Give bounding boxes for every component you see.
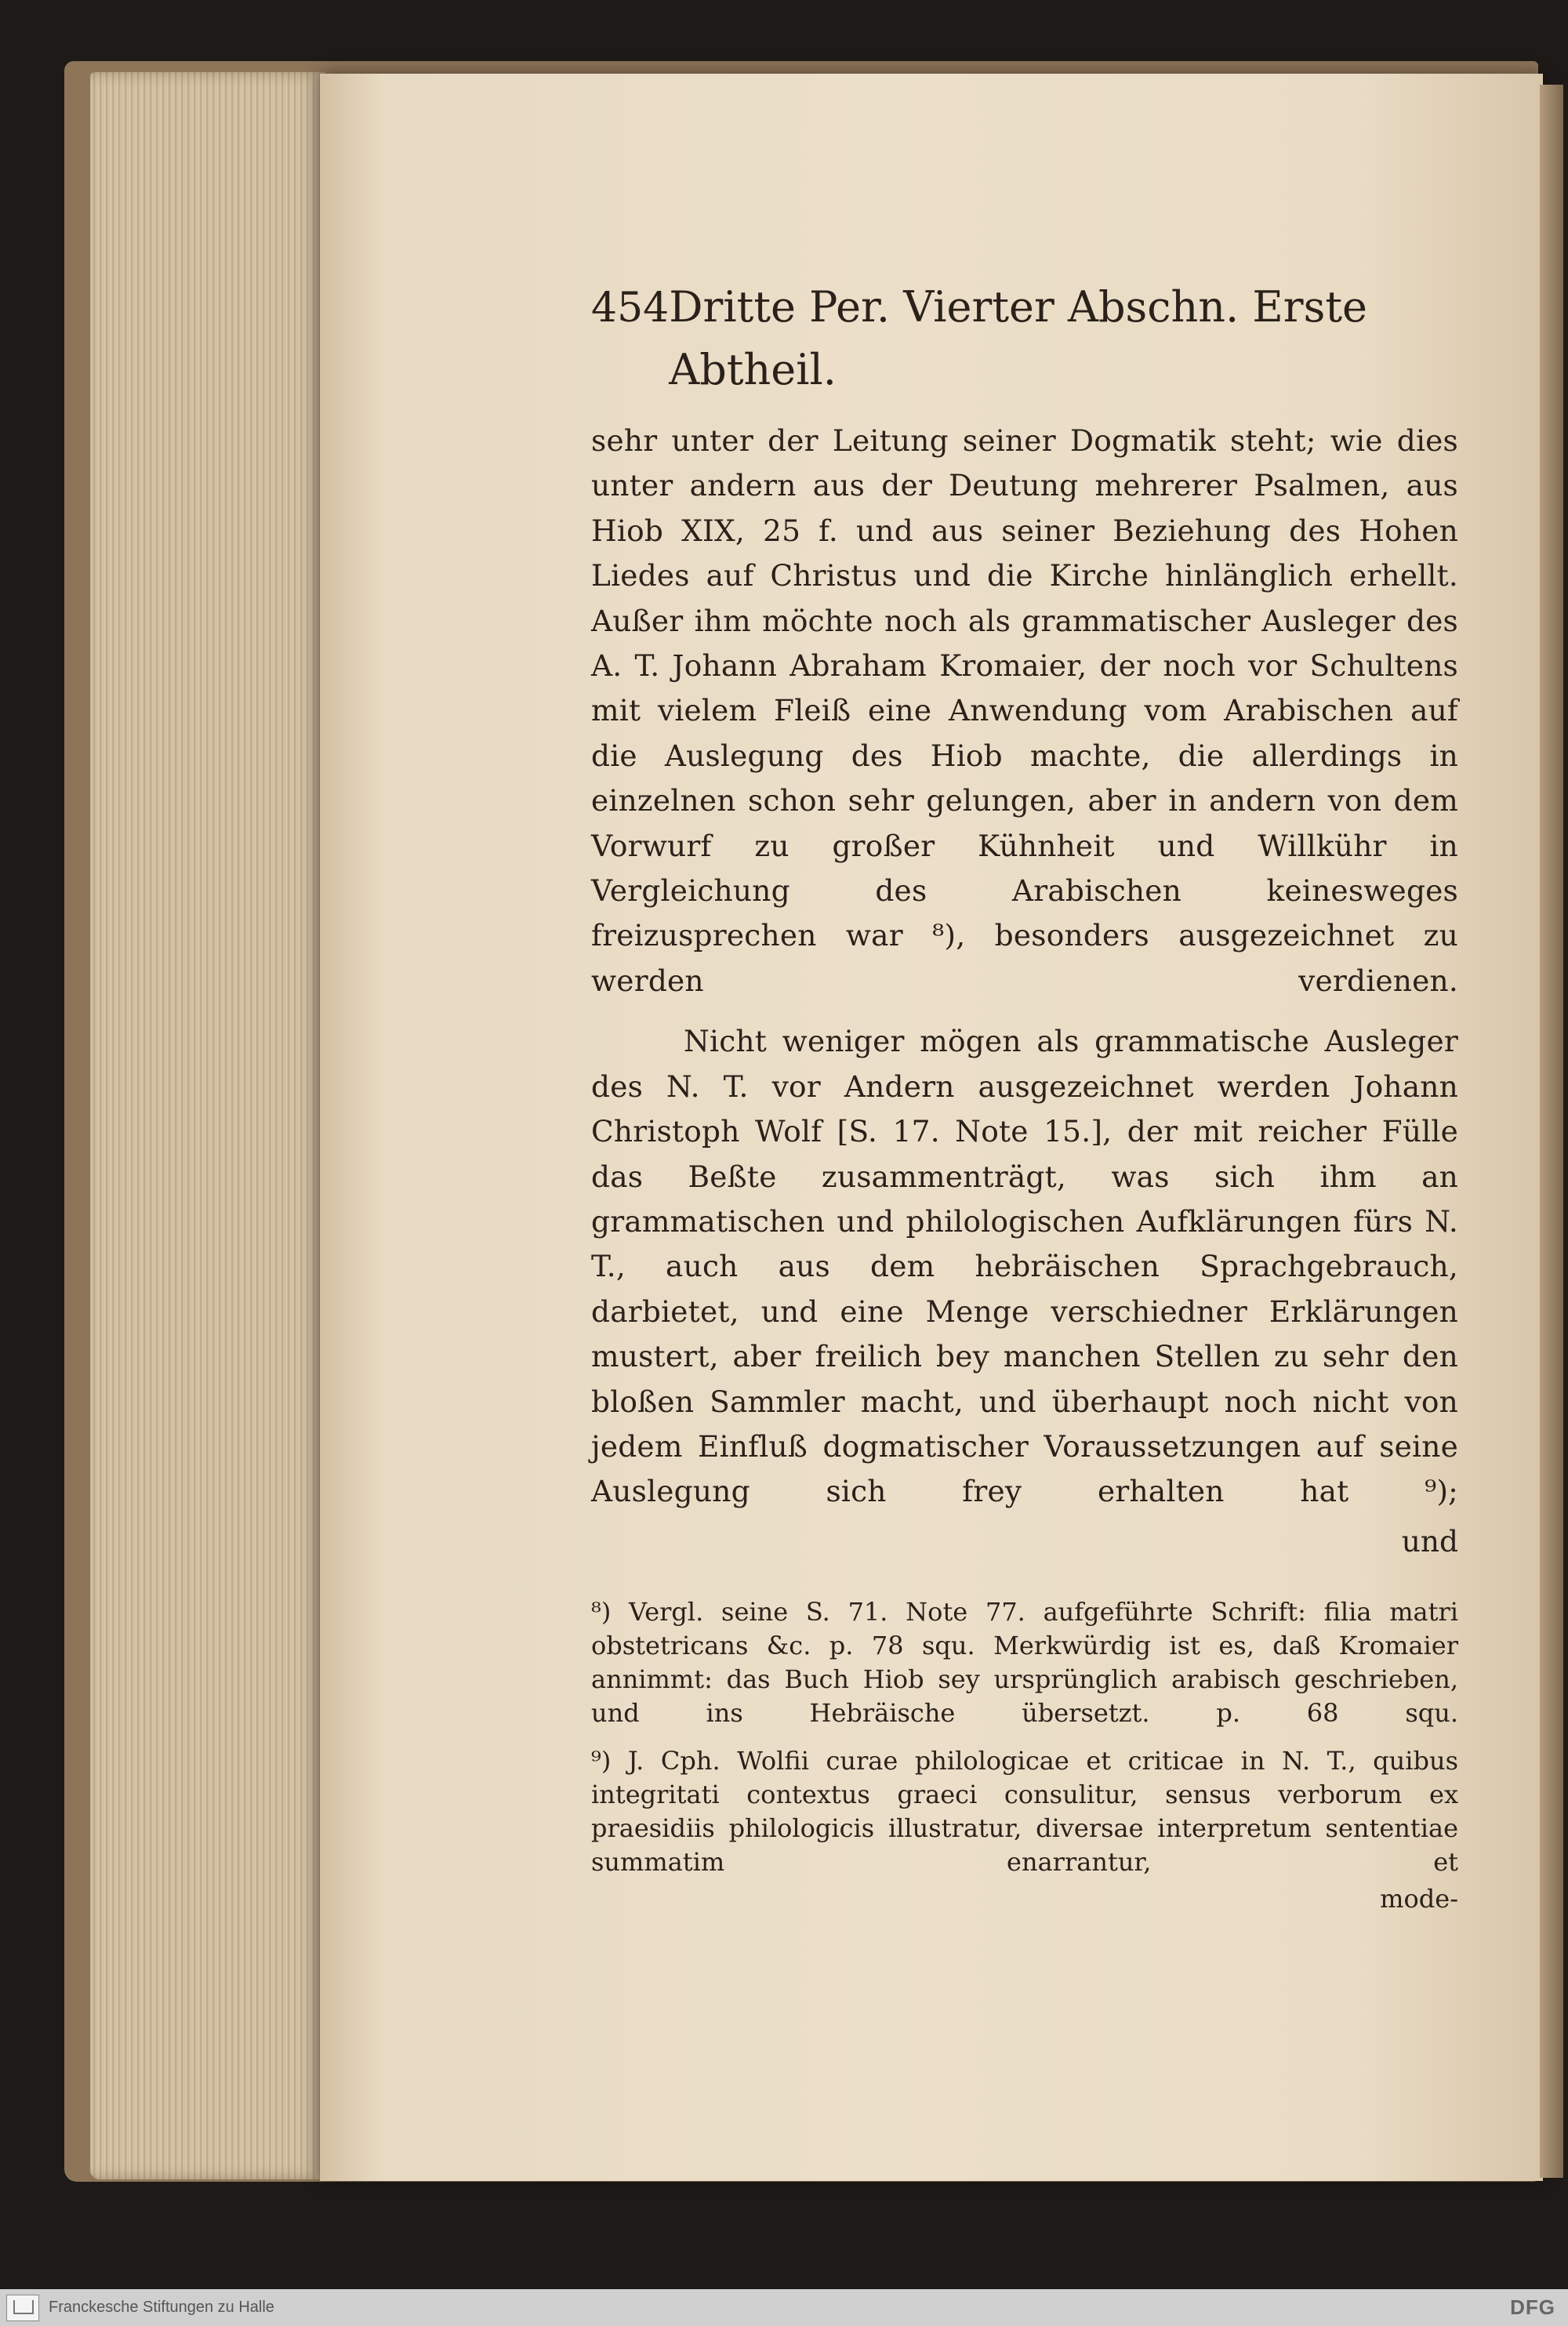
footnote-9: ⁹) J. Cph. Wolfii curae philologicae et criticae in N. T., quibus integritati contextus graeci consulitur, sensus verborum ex praesidiis philologicis illustratur, diversae interpretum sententiae summatim enarrantur, et (591, 1745, 1458, 1877)
running-head: Dritte Per. Vierter Abschn. Erste Abtheil. (669, 282, 1367, 394)
page-content (591, 276, 1458, 1916)
catchword: und (1401, 1523, 1458, 1559)
dfg-logo: DFG (1510, 2295, 1555, 2319)
footnotes (591, 1595, 1458, 1916)
institution-name: Franckesche Stiftungen zu Halle (49, 2299, 274, 2316)
facing-page-edge (1540, 85, 1563, 2178)
page-edges (90, 72, 325, 2179)
page-header (591, 276, 1458, 401)
viewer-footer (0, 2289, 1568, 2326)
body-paragraph-2: Nicht weniger mögen als grammatische Ausleger des N. T. vor Andern ausgezeichnet werden Johann Christoph Wolf [S. 17. Note 15.], der mit reicher Fülle das Beßte zusammenträgt, was sich ihm an grammatischen und philologischen Aufklärungen fürs N. T., auch aus dem hebräischen Sprachgebrauch, darbietet, und eine Menge verschiedner Erklärungen mustert, aber freilich bey manchen Stellen zu sehr den bloßen Sammler macht, und überhaupt noch nicht von jedem Einfluß dogmatischer Voraussetzungen auf seine Auslegung sich frey erhalten hat ⁹); (591, 1024, 1458, 1509)
footnote-catchword: mode- (1380, 1883, 1458, 1914)
footnote-8: ⁸) Vergl. seine S. 71. Note 77. aufgeführte Schrift: filia matri obstetricans &c. p. 78 squ. Merkwürdig ist es, daß Kromaier annimmt: das Buch Hiob sey ursprünglich arabisch geschrieben, und ins Hebräische übersetzt. p. 68 squ. (591, 1596, 1458, 1728)
page-number: 454 (591, 285, 670, 332)
body-paragraph-1: sehr unter der Leitung seiner Dogmatik steht; wie dies unter andern aus der Deutung mehrerer Psalmen, aus Hiob XIX, 25 f. und aus seiner Beziehung des Hohen Liedes auf Christus und die Kirche hinlänglich erhellt. Außer ihm möchte noch als grammatischer Ausleger des A. T. Johann Abraham Kromaier, der noch vor Schultens mit vielem Fleiß eine Anwendung vom Arabischen auf die Auslegung des Hiob machte, die allerdings in einzelnen schon sehr gelungen, aber in andern von dem Vorwurf zu großer Kühnheit und Willkühr in Vergleichung des Arabischen keinesweges freizusprechen war ⁸), besonders ausgezeichnet zu werden verdienen. (591, 423, 1458, 998)
institution-logo (6, 2295, 39, 2321)
